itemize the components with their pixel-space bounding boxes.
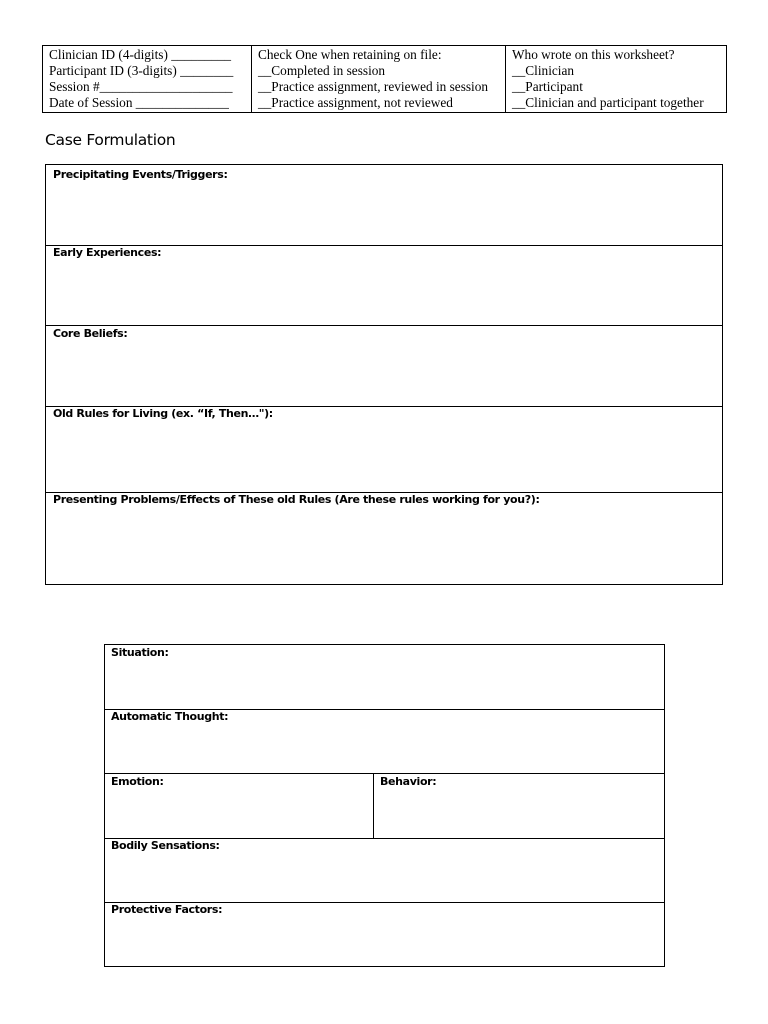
early-experiences-label: Early Experiences: (53, 246, 162, 259)
bodily-sensations-label: Bodily Sensations: (111, 839, 220, 852)
behavior-field[interactable] (374, 773, 664, 838)
early-experiences-field[interactable] (46, 245, 722, 326)
option-practice-reviewed[interactable]: __Practice assignment, reviewed in session (258, 79, 489, 94)
session-date-line[interactable]: Date of Session ______________ (49, 95, 229, 110)
emotion-label: Emotion: (111, 775, 164, 788)
case-formulation-title: Case Formulation (45, 131, 176, 149)
author-heading: Who wrote on this worksheet? (512, 47, 675, 62)
thought-record-form (104, 644, 665, 967)
protective-factors-field[interactable] (105, 902, 664, 966)
retention-status-cell (252, 46, 506, 113)
option-completed-in-session[interactable]: __Completed in session (258, 63, 386, 78)
clinician-info-cell (43, 46, 252, 113)
session-number-line[interactable]: Session #____________________ (49, 79, 233, 94)
situation-label: Situation: (111, 646, 169, 659)
emotion-field[interactable] (105, 773, 374, 838)
old-rules-label: Old Rules for Living (ex. “If, Then…"): (53, 407, 273, 420)
presenting-problems-field[interactable] (46, 492, 722, 584)
option-participant[interactable]: __Participant (512, 79, 583, 94)
precipitating-events-label: Precipitating Events/Triggers: (53, 168, 228, 181)
precipitating-events-field[interactable] (46, 165, 722, 246)
option-clinician[interactable]: __Clinician (512, 63, 575, 78)
automatic-thought-field[interactable] (105, 709, 664, 774)
core-beliefs-field[interactable] (46, 325, 722, 407)
presenting-problems-label: Presenting Problems/Effects of These old Rules (Are these rules working for you?): (53, 493, 540, 506)
participant-id-line[interactable]: Participant ID (3-digits) ________ (49, 63, 234, 78)
option-practice-not-reviewed[interactable]: __Practice assignment, not reviewed (258, 95, 453, 110)
old-rules-field[interactable] (46, 406, 722, 493)
situation-field[interactable] (105, 645, 664, 710)
case-formulation-form (45, 164, 723, 585)
option-together[interactable]: __Clinician and participant together (512, 95, 704, 110)
author-cell (506, 46, 727, 113)
clinician-id-line[interactable]: Clinician ID (4-digits) _________ (49, 47, 232, 62)
protective-factors-label: Protective Factors: (111, 903, 223, 916)
core-beliefs-label: Core Beliefs: (53, 327, 128, 340)
emotion-behavior-row (105, 773, 664, 839)
automatic-thought-label: Automatic Thought: (111, 710, 229, 723)
behavior-label: Behavior: (380, 775, 437, 788)
bodily-sensations-field[interactable] (105, 838, 664, 903)
session-info-table (42, 45, 727, 113)
retention-heading: Check One when retaining on file: (258, 47, 442, 62)
